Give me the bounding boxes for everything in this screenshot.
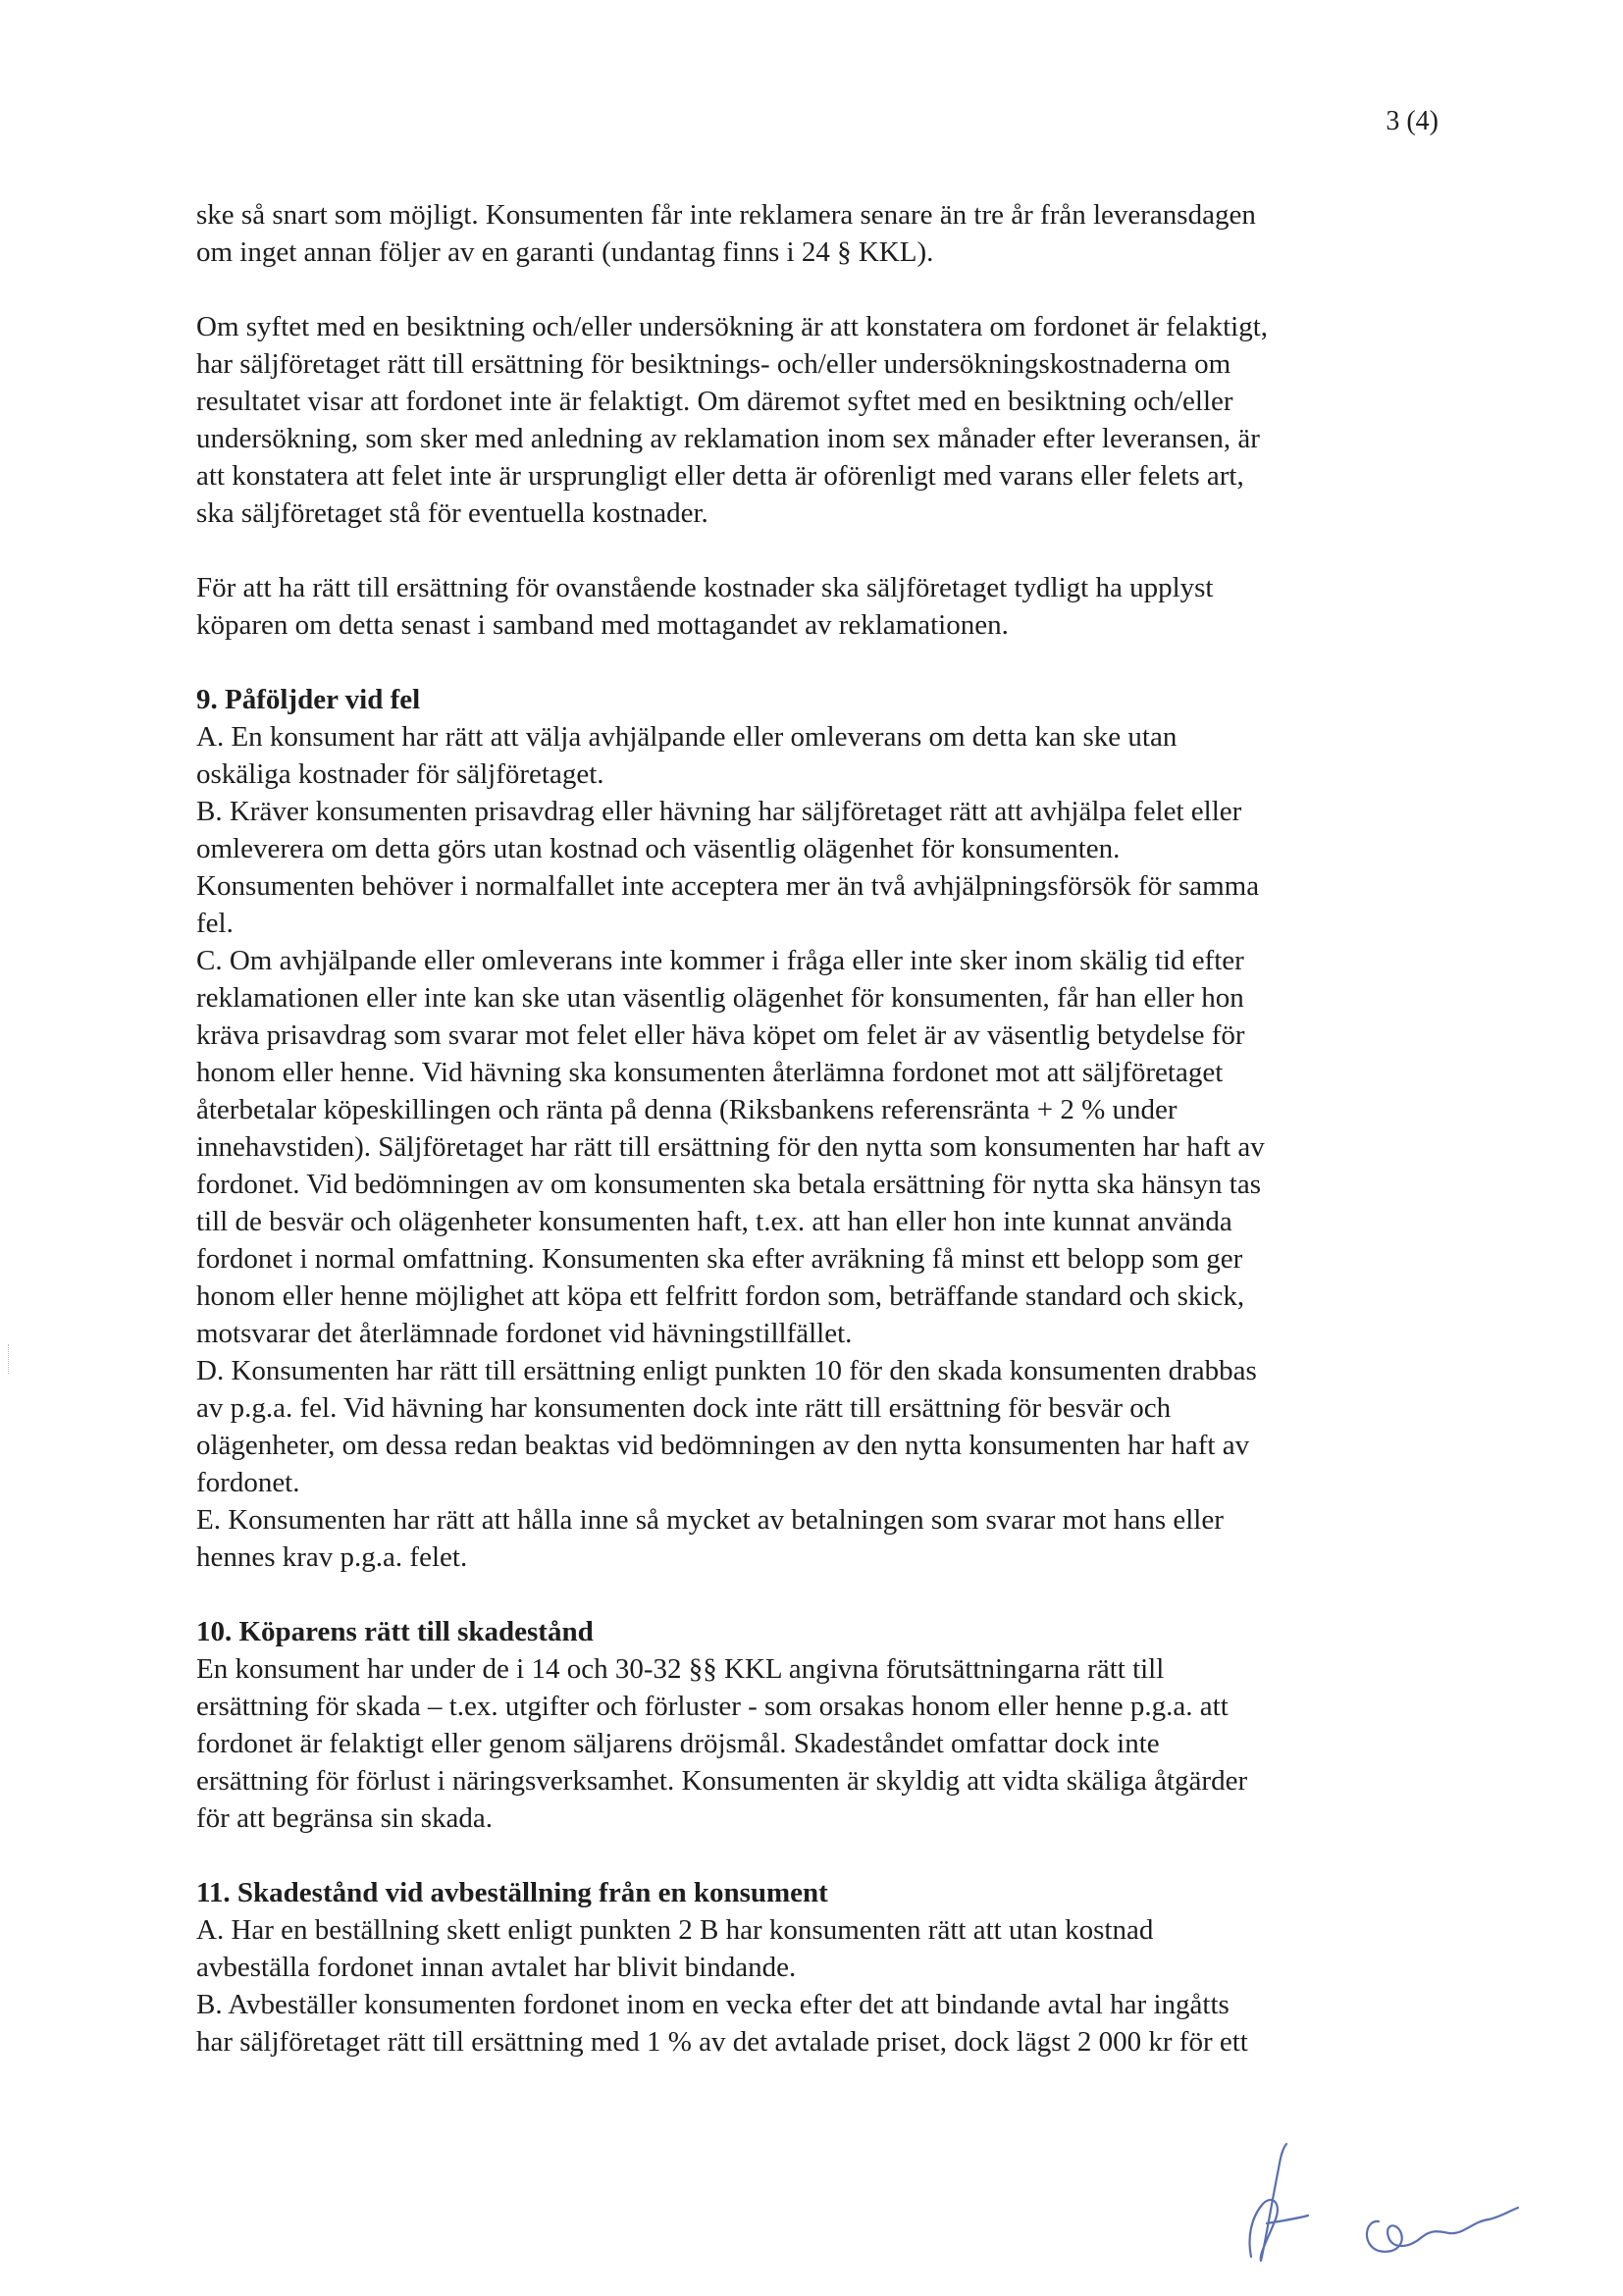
text-line: Konsumenten behöver i normalfallet inte acceptera mer än två avhjälpningsförsök för samma — [196, 870, 1260, 902]
text-line: att konstatera att felet inte är ursprungligt eller detta är oförenligt med varans eller felets art, — [196, 460, 1244, 492]
text-line: ersättning för skada – t.ex. utgifter och förluster - som orsakas honom eller henne p.g.a. att — [196, 1691, 1229, 1722]
text-line: ske så snart som möjligt. Konsumenten får inte reklamera senare än tre år från leveransdagen — [196, 199, 1256, 231]
text-line: hennes krav p.g.a. felet. — [196, 1541, 468, 1573]
text-line: oskäliga kostnader för säljföretaget. — [196, 758, 604, 790]
text-line: fordonet i normal omfattning. Konsumenten ska efter avräkning få minst ett belopp som ger — [196, 1243, 1243, 1275]
text-line: om inget annan följer av en garanti (undantag finns i 24 § KKL). — [196, 236, 934, 268]
section-heading: 11. Skadestånd vid avbeställning från en konsument — [196, 1877, 828, 1908]
text-line: Om syftet med en besiktning och/eller undersökning är att konstatera om fordonet är felaktigt, — [196, 311, 1269, 342]
section-heading: 9. Påföljder vid fel — [196, 684, 421, 715]
page-number: 3 (4) — [1386, 106, 1439, 136]
paragraph-ersattning — [196, 569, 1442, 644]
document-body — [196, 196, 1442, 2098]
text-line: C. Om avhjälpande eller omleverans inte kommer i fråga eller inte sker inom skälig tid efter — [196, 945, 1244, 976]
text-line: olägenheter, om dessa redan beaktas vid bedömningen av den nytta konsumenten har haft av — [196, 1430, 1250, 1461]
text-line: fordonet. Vid bedömningen av om konsumenten ska betala ersättning för nytta ska hänsyn tas — [196, 1169, 1261, 1200]
text-line: till de besvär och olägenheter konsumenten haft, t.ex. att han eller hon inte kunnat använda — [196, 1206, 1232, 1237]
section-9 — [196, 681, 1442, 1576]
text-line: För att ha rätt till ersättning för ovanstående kostnader ska säljföretaget tydligt ha upplyst — [196, 572, 1214, 603]
text-line: ersättning för förlust i näringsverksamhet. Konsumenten är skyldig att vidta skäliga åtgärder — [196, 1765, 1248, 1797]
text-line: En konsument har under de i 14 och 30-32 §§ KKL angivna förutsättningarna rätt till — [196, 1653, 1165, 1685]
paragraph-reklamation — [196, 196, 1442, 271]
text-line: motsvarar det återlämnade fordonet vid hävningstillfället. — [196, 1318, 853, 1349]
section-10 — [196, 1613, 1442, 1837]
text-line: fel. — [196, 908, 234, 939]
text-line: undersökning, som sker med anledning av reklamation inom sex månader efter leveransen, är — [196, 423, 1260, 454]
text-line: omleverera om detta görs utan kostnad och väsentlig olägenhet för konsumenten. — [196, 833, 1121, 864]
text-line: A. En konsument har rätt att välja avhjälpande eller omleverans om detta kan ske utan — [196, 721, 1178, 753]
text-line: A. Har en beställning skett enligt punkten 2 B har konsumenten rätt att utan kostnad — [196, 1914, 1154, 1946]
signature-stroke — [1250, 2144, 1309, 2261]
text-line: honom eller henne. Vid hävning ska konsumenten återlämna fordonet mot att säljföretaget — [196, 1057, 1224, 1088]
text-line: fordonet är felaktigt eller genom säljarens dröjsmål. Skadeståndet omfattar dock inte — [196, 1728, 1160, 1759]
text-line: återbetalar köpeskillingen och ränta på denna (Riksbankens referensränta + 2 % under — [196, 1094, 1178, 1125]
handwritten-signature — [1231, 2139, 1545, 2271]
text-line: har säljföretaget rätt till ersättning med 1 % av det avtalade priset, dock lägst 2 000 kr för ett — [196, 2026, 1248, 2058]
text-line: fordonet. — [196, 1467, 300, 1498]
paragraph-besiktning — [196, 308, 1442, 532]
text-line: av p.g.a. fel. Vid hävning har konsumenten dock inte rätt till ersättning för besvär och — [196, 1392, 1172, 1424]
text-line: kräva prisavdrag som svarar mot felet eller häva köpet om felet är av väsentlig betydelse för — [196, 1019, 1245, 1051]
section-heading: 10. Köparens rätt till skadestånd — [196, 1616, 594, 1647]
signature-stroke — [1367, 2208, 1518, 2252]
text-line: köparen om detta senast i samband med mottagandet av reklamationen. — [196, 609, 1009, 641]
text-line: honom eller henne möjlighet att köpa ett felfritt fordon som, beträffande standard och skick, — [196, 1280, 1245, 1312]
text-line: reklamationen eller inte kan ske utan väsentlig olägenhet för konsumenten, får han eller hon — [196, 982, 1244, 1014]
text-line: avbeställa fordonet innan avtalet har blivit bindande. — [196, 1952, 797, 1983]
text-line: för att begränsa sin skada. — [196, 1802, 493, 1834]
text-line: E. Konsumenten har rätt att hålla inne så mycket av betalningen som svarar mot hans eller — [196, 1504, 1224, 1536]
section-11 — [196, 1874, 1442, 2061]
text-line: B. Kräver konsumenten prisavdrag eller hävning har säljföretaget rätt att avhjälpa felet eller — [196, 796, 1242, 827]
scan-edge-mark — [8, 1344, 12, 1374]
text-line: B. Avbeställer konsumenten fordonet inom en vecka efter det att bindande avtal har ingåtts — [196, 1989, 1230, 2020]
text-line: innehavstiden). Säljföretaget har rätt till ersättning för den nytta som konsumenten har haft av — [196, 1131, 1265, 1163]
text-line: ska säljföretaget stå för eventuella kostnader. — [196, 497, 708, 529]
text-line: D. Konsumenten har rätt till ersättning enligt punkten 10 för den skada konsumenten drabbas — [196, 1355, 1257, 1386]
text-line: resultatet visar att fordonet inte är felaktigt. Om däremot syftet med en besiktning och/eller — [196, 386, 1233, 417]
text-line: har säljföretaget rätt till ersättning för besiktnings- och/eller undersökningskostnaderna om — [196, 348, 1231, 380]
